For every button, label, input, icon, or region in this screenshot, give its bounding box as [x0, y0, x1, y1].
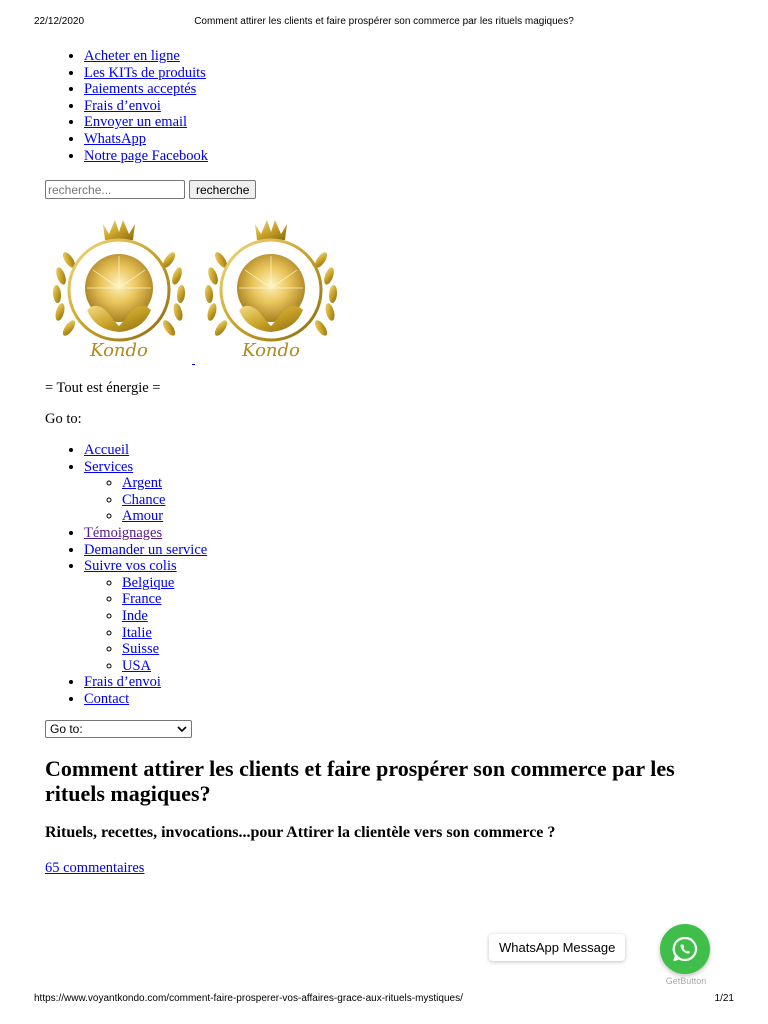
- article-subtitle: Rituels, recettes, invocations...pour Attirer la clientèle vers son commerce ?: [45, 824, 556, 841]
- menu-item: [84, 442, 207, 459]
- submenu-item: [122, 575, 207, 592]
- top-link-item: [84, 65, 208, 82]
- link-kits-produits[interactable]: Les KITs de produits: [84, 64, 206, 81]
- main-menu: [45, 442, 207, 708]
- logo-brand-text: Kondo: [242, 340, 300, 361]
- logo-link-underline: [192, 364, 195, 365]
- menu-item: [84, 558, 207, 674]
- menu-suivre-colis[interactable]: Suivre vos colis: [84, 558, 177, 575]
- print-header: [0, 16, 768, 30]
- logo-link[interactable]: [47, 214, 347, 366]
- search-form: [45, 180, 256, 199]
- menu-services[interactable]: Services: [84, 458, 134, 475]
- menu-frais-envoi[interactable]: Frais d’envoi: [84, 674, 161, 691]
- menu-amour[interactable]: Amour: [122, 508, 164, 525]
- menu-temoignages[interactable]: Témoignages: [84, 524, 163, 541]
- menu-item: [84, 459, 207, 525]
- menu-belgique[interactable]: Belgique: [122, 574, 175, 591]
- top-link-item: [84, 114, 208, 131]
- goto-select-value: Go to:: [50, 722, 83, 736]
- submenu-item: [122, 508, 207, 525]
- menu-contact[interactable]: Contact: [84, 690, 130, 707]
- menu-inde[interactable]: Inde: [122, 607, 148, 624]
- menu-demander-service[interactable]: Demander un service: [84, 541, 208, 558]
- comments-link[interactable]: 65 commentaires: [45, 860, 145, 876]
- menu-item: [84, 542, 207, 559]
- link-email[interactable]: Envoyer un email: [84, 114, 188, 131]
- top-links-list: [45, 48, 208, 164]
- menu-item: [84, 674, 207, 691]
- print-page-number: 1/21: [714, 993, 734, 1004]
- kondo-logo-icon: [47, 214, 191, 366]
- whatsapp-button[interactable]: [660, 924, 710, 974]
- logo-brand-text: Kondo: [90, 340, 148, 361]
- link-paiements[interactable]: Paiements acceptés: [84, 81, 197, 98]
- link-whatsapp[interactable]: WhatsApp: [84, 130, 147, 147]
- kondo-logo-icon: [199, 214, 343, 366]
- print-url: https://www.voyantkondo.com/comment-faire-prosperer-vos-affaires-grace-aux-rituels-mystiques/: [34, 993, 463, 1004]
- menu-usa[interactable]: USA: [122, 657, 152, 674]
- search-button[interactable]: recherche: [189, 180, 256, 199]
- link-facebook[interactable]: Notre page Facebook: [84, 147, 209, 164]
- menu-france[interactable]: France: [122, 591, 162, 608]
- menu-italie[interactable]: Italie: [122, 624, 152, 641]
- print-footer: [0, 993, 768, 1007]
- link-frais-envoi[interactable]: Frais d’envoi: [84, 97, 161, 114]
- whatsapp-message-bubble[interactable]: WhatsApp Message: [489, 934, 625, 961]
- getbutton-credit: GetButton: [665, 976, 707, 986]
- menu-chance[interactable]: Chance: [122, 491, 166, 508]
- submenu-item: [122, 658, 207, 675]
- menu-item: [84, 525, 207, 542]
- top-link-item: [84, 81, 208, 98]
- link-acheter-en-ligne[interactable]: Acheter en ligne: [84, 48, 180, 64]
- top-link-item: [84, 131, 208, 148]
- top-link-item: [84, 98, 208, 115]
- menu-suisse[interactable]: Suisse: [122, 641, 160, 658]
- submenu-item: [122, 641, 207, 658]
- print-document-title: Comment attirer les clients et faire prospérer son commerce par les rituels magiques?: [194, 16, 574, 27]
- submenu-services: [84, 475, 207, 525]
- menu-accueil[interactable]: Accueil: [84, 442, 130, 458]
- search-input[interactable]: [45, 180, 185, 199]
- goto-label: Go to:: [45, 411, 82, 427]
- chevron-down-icon: [177, 724, 187, 734]
- submenu-item: [122, 625, 207, 642]
- submenu-item: [122, 492, 207, 509]
- print-date: 22/12/2020: [34, 16, 85, 27]
- submenu-item: [122, 608, 207, 625]
- whatsapp-icon: [671, 935, 699, 963]
- submenu-item: [122, 475, 207, 492]
- submenu-item: [122, 591, 207, 608]
- goto-select[interactable]: [45, 720, 192, 738]
- site-tagline: = Tout est énergie =: [45, 380, 161, 396]
- top-link-item: [84, 148, 208, 165]
- submenu-suivre: [84, 575, 207, 675]
- menu-item: [84, 691, 207, 708]
- top-link-item: [84, 48, 208, 65]
- article-title: Comment attirer les clients et faire prospérer son commerce par les rituels magiques?: [45, 756, 675, 806]
- menu-argent[interactable]: Argent: [122, 475, 163, 492]
